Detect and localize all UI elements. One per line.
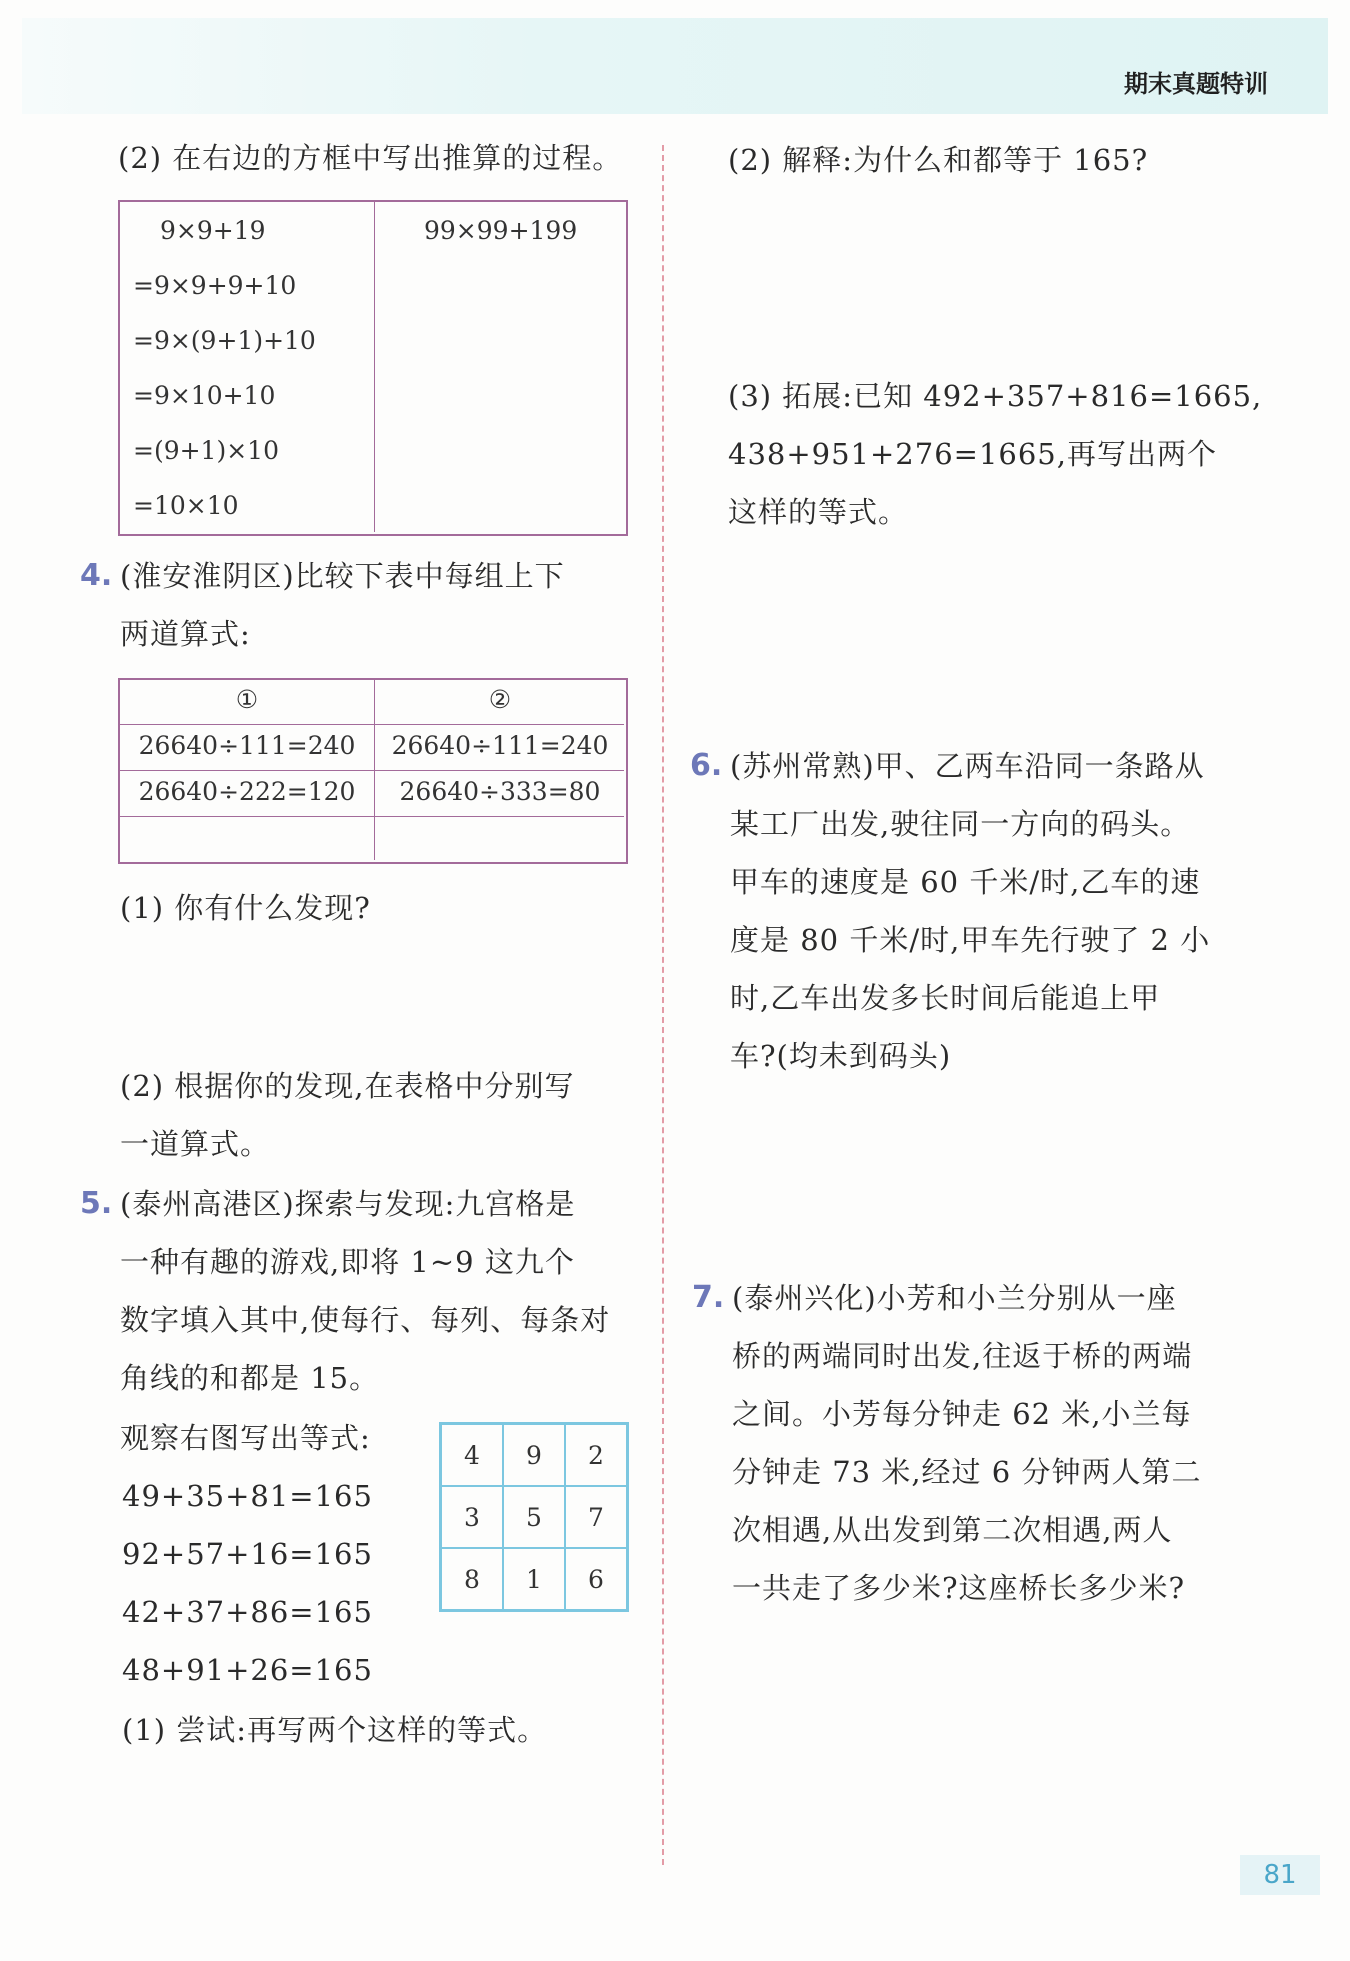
q4-part2-line1: (2) 根据你的发现,在表格中分别写 (120, 1069, 575, 1103)
q5-number: 5. (80, 1186, 113, 1221)
compare-table-header-2: ② (488, 685, 512, 714)
magic-square-cell: 3 (441, 1486, 503, 1548)
compare-table-header-1: ① (235, 685, 259, 714)
q5-part3-line: (3) 拓展:已知 492+357+816=1665, (728, 379, 1263, 413)
magic-square-cell: 8 (441, 1548, 503, 1610)
calc-line-6: =10×10 (133, 491, 239, 520)
compare-table-cell: 26640÷333=80 (399, 777, 601, 806)
magic-square-cell: 5 (503, 1486, 565, 1548)
q4-number: 4. (80, 558, 113, 593)
q6-line: 某工厂出发,驶往同一方向的码头。 (730, 807, 1191, 841)
derivation-box (118, 200, 628, 536)
compare-table-cell: 26640÷111=240 (138, 731, 356, 760)
q6-line: (苏州常熟)甲、乙两车沿同一条路从 (730, 749, 1205, 783)
q5-line: 一种有趣的游戏,即将 1~9 这九个 (120, 1245, 575, 1279)
q6-line: 时,乙车出发多长时间后能追上甲 (730, 981, 1161, 1015)
q5-equation: 49+35+81=165 (122, 1479, 373, 1513)
calc-line-2: =9×9+9+10 (133, 271, 297, 300)
q7-line: 次相遇,从出发到第二次相遇,两人 (732, 1513, 1173, 1547)
magic-square-cell: 2 (565, 1424, 627, 1486)
q5-part2: (2) 解释:为什么和都等于 165? (728, 143, 1149, 177)
q5-part1: (1) 尝试:再写两个这样的等式。 (122, 1713, 548, 1747)
page-number: 81 (1240, 1855, 1320, 1895)
column-divider (662, 145, 664, 1865)
calc-line-3: =9×(9+1)+10 (133, 326, 316, 355)
q5-equation: 42+37+86=165 (122, 1595, 373, 1629)
q6-line: 度是 80 千米/时,甲车先行驶了 2 小 (730, 923, 1211, 957)
q4-line2: 两道算式: (120, 617, 251, 651)
q4-part2-line2: 一道算式。 (120, 1127, 271, 1161)
q5-equation: 48+91+26=165 (122, 1653, 373, 1687)
q7-line: 一共走了多少米?这座桥长多少米? (732, 1571, 1186, 1605)
q5-equation: 92+57+16=165 (122, 1537, 373, 1571)
q7-line: (泰州兴化)小芳和小兰分别从一座 (732, 1281, 1177, 1315)
compare-table-row-line (120, 724, 624, 725)
derivation-box-divider (374, 202, 375, 532)
q4-line1: (淮安淮阴区)比较下表中每组上下 (120, 559, 565, 593)
q5-line: 角线的和都是 15。 (120, 1361, 380, 1395)
compare-table-cell: 26640÷111=240 (391, 731, 609, 760)
q7-line: 之间。小芳每分钟走 62 米,小兰每 (732, 1397, 1192, 1431)
q3-part2-text: (2) 在右边的方框中写出推算的过程。 (118, 141, 623, 175)
magic-square-cell: 1 (503, 1548, 565, 1610)
magic-square-cell: 6 (565, 1548, 627, 1610)
q5-observe: 观察右图写出等式: (120, 1421, 371, 1455)
compare-table-cell: 26640÷222=120 (138, 777, 356, 806)
calc-line-4: =9×10+10 (133, 381, 276, 410)
magic-square-cell: 4 (441, 1424, 503, 1486)
calc-line-1: 9×9+19 (160, 216, 266, 245)
compare-table-row-line (120, 816, 624, 817)
q7-line: 分钟走 73 米,经过 6 分钟两人第二 (732, 1455, 1202, 1489)
q7-line: 桥的两端同时出发,往返于桥的两端 (732, 1339, 1193, 1373)
q4-part1: (1) 你有什么发现? (120, 891, 371, 925)
magic-square-cell: 7 (565, 1486, 627, 1548)
header-title: 期末真题特训 (1124, 70, 1268, 98)
compare-table-row-line (120, 770, 624, 771)
q6-line: 甲车的速度是 60 千米/时,乙车的速 (730, 865, 1201, 899)
q6-line: 车?(均未到码头) (730, 1039, 952, 1073)
calc-right-header: 99×99+199 (424, 216, 578, 245)
q5-part3-line: 这样的等式。 (728, 495, 909, 529)
q6-number: 6. (690, 748, 723, 783)
q5-line: 数字填入其中,使每行、每列、每条对 (120, 1303, 611, 1337)
q5-line: (泰州高港区)探索与发现:九宫格是 (120, 1187, 576, 1221)
magic-square-cell: 9 (503, 1424, 565, 1486)
magic-square-grid (439, 1422, 629, 1612)
q5-part3-line: 438+951+276=1665,再写出两个 (728, 437, 1217, 471)
q7-number: 7. (692, 1280, 725, 1315)
calc-line-5: =(9+1)×10 (133, 436, 279, 465)
